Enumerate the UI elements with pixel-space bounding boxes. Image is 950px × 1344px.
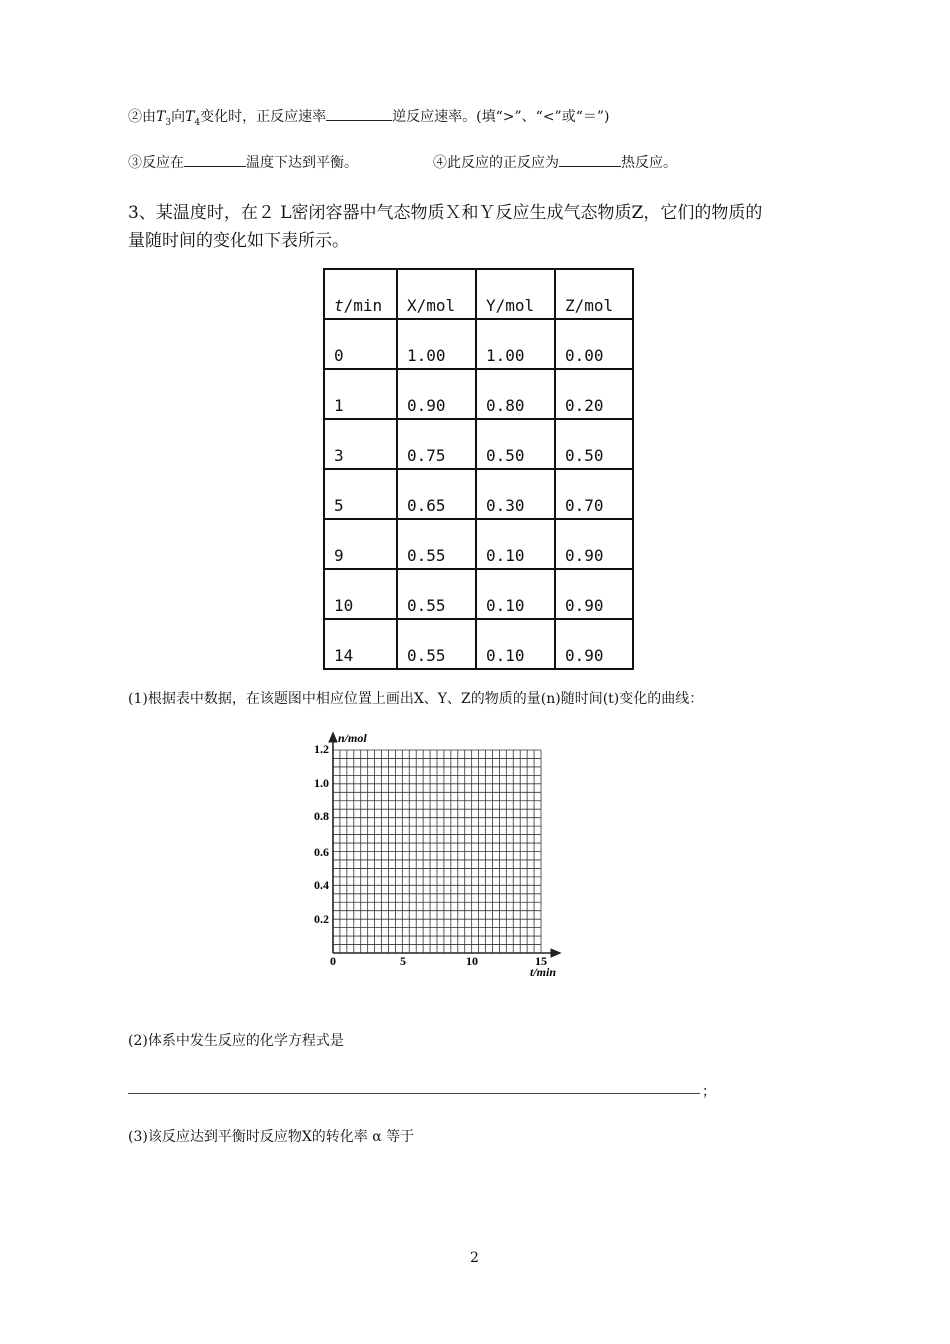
page-number: 2 — [470, 1250, 479, 1266]
sub-question-2: (2)体系中发生反应的化学方程式是 — [128, 1033, 344, 1049]
table-cell: 14 — [324, 619, 397, 669]
question-3-line2: 量随时间的变化如下表所示。 — [128, 231, 349, 251]
line4-d: 热反应。 — [621, 155, 677, 171]
table-cell: 0.55 — [397, 619, 476, 669]
line2-mid: 向 — [171, 109, 186, 125]
table-cell: 0.50 — [476, 419, 555, 469]
table-cell: 0.65 — [397, 469, 476, 519]
answer-blank[interactable] — [559, 152, 621, 167]
x-tick-label: 10 — [466, 954, 478, 968]
table-cell: 0.10 — [476, 519, 555, 569]
table-cell: 0.90 — [555, 569, 633, 619]
table-cell: 0.20 — [555, 369, 633, 419]
y-tick-label: 0.6 — [314, 845, 329, 859]
table-cell: 10 — [324, 569, 397, 619]
y-tick-label: 1.2 — [314, 742, 329, 756]
answer-blank[interactable] — [184, 152, 246, 167]
table-cell: 0.90 — [555, 619, 633, 669]
question-line-4 — [433, 152, 677, 172]
table-header-row — [324, 269, 633, 319]
table-cell: 0.70 — [555, 469, 633, 519]
table-header-cell: Z/mol — [555, 269, 633, 319]
table-row — [324, 569, 633, 619]
table-cell: 0.55 — [397, 519, 476, 569]
table-header-cell: t/min — [324, 269, 397, 319]
table-header-cell: Y/mol — [476, 269, 555, 319]
table-cell: 0.10 — [476, 569, 555, 619]
line2-prefix: ②由 — [128, 109, 156, 125]
table-cell: 0.90 — [555, 519, 633, 569]
line3-b: 温度下达到平衡。 — [246, 155, 358, 171]
table-cell: 0.90 — [397, 369, 476, 419]
table-cell: 0.10 — [476, 619, 555, 669]
x-axis-label: t/min — [530, 965, 557, 979]
y-axis-label: n/mol — [338, 731, 367, 745]
table-row — [324, 369, 633, 419]
table-cell: 1.00 — [397, 319, 476, 369]
table-header-cell: X/mol — [397, 269, 476, 319]
table-row — [324, 419, 633, 469]
data-table — [323, 268, 634, 670]
table-cell: 0.80 — [476, 369, 555, 419]
t3-symbol: T — [156, 109, 166, 125]
graph-grid — [333, 750, 541, 953]
table-cell: 3 — [324, 419, 397, 469]
y-tick-label: 1.0 — [314, 776, 329, 790]
table-row — [324, 519, 633, 569]
x-tick-label: 0 — [330, 954, 336, 968]
x-tick-label: 5 — [400, 954, 406, 968]
table-cell: 0 — [324, 319, 397, 369]
equation-answer-line[interactable] — [128, 1093, 700, 1094]
table-cell: 0.00 — [555, 319, 633, 369]
line4-c: ④此反应的正反应为 — [433, 155, 559, 171]
table-row — [324, 619, 633, 669]
sub-question-3: (3)该反应达到平衡时反应物X的转化率 α 等于 — [128, 1129, 415, 1145]
line2-post: 变化时，正反应速率 — [200, 109, 327, 125]
y-tick-label: 0.2 — [314, 912, 329, 926]
question-line-3 — [128, 152, 358, 172]
answer-blank[interactable] — [326, 106, 392, 121]
t3-subscript: 3 — [165, 117, 172, 128]
y-tick-label: 0.4 — [314, 878, 329, 892]
table-cell: 1 — [324, 369, 397, 419]
table-cell: 1.00 — [476, 319, 555, 369]
table-row — [324, 469, 633, 519]
table-cell: 5 — [324, 469, 397, 519]
line2-after: 逆反应速率。(填“>”、“<”或“＝”) — [392, 109, 610, 125]
line3-a: ③反应在 — [128, 155, 184, 171]
semicolon: ； — [702, 1084, 716, 1100]
blank-graph[interactable] — [300, 725, 570, 985]
table-cell: 0.30 — [476, 469, 555, 519]
table-cell: 9 — [324, 519, 397, 569]
question-line-2 — [128, 106, 609, 128]
table-cell: 0.55 — [397, 569, 476, 619]
question-3-line1: 3、某温度时，在２ L密闭容器中气态物质Ｘ和Ｙ反应生成气态物质Z，它们的物质的 — [128, 203, 763, 223]
sub-question-1: (1)根据表中数据，在该题图中相应位置上画出X、Y、Z的物质的量(n)随时间(t)变化的曲线： — [128, 691, 704, 707]
table-cell: 0.75 — [397, 419, 476, 469]
t4-symbol: T — [185, 109, 195, 125]
table-row — [324, 319, 633, 369]
x-tick-label: 15 — [535, 954, 547, 968]
t4-subscript: 4 — [194, 117, 201, 128]
y-tick-label: 0.8 — [314, 809, 329, 823]
table-cell: 0.50 — [555, 419, 633, 469]
